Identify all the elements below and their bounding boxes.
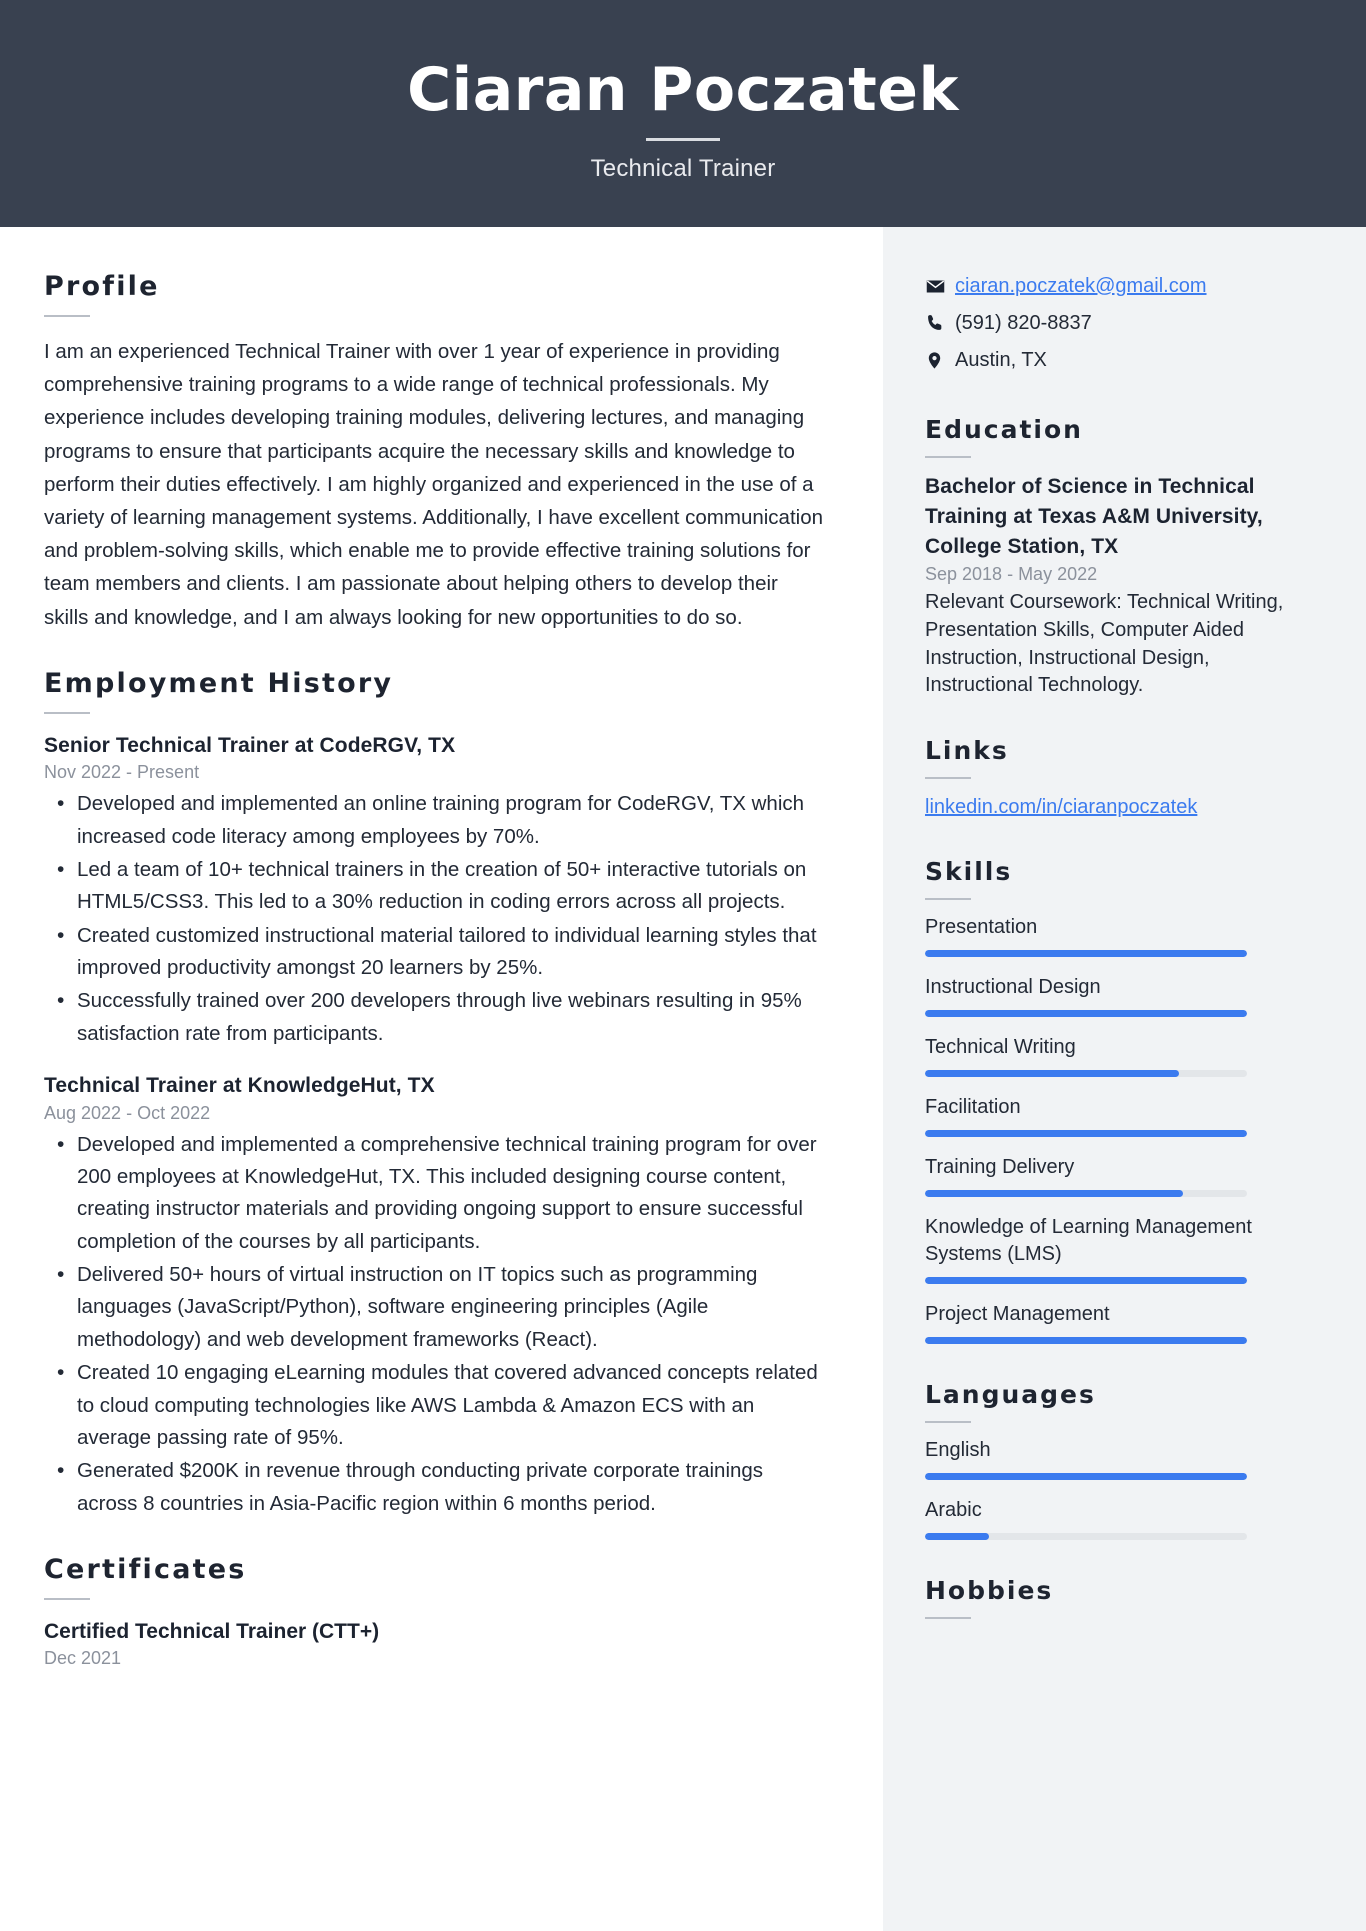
employment-heading-rule — [44, 712, 90, 714]
job-bullet-list — [44, 788, 825, 1050]
job-bullet: • Created customized instructional material tailored to individual learning styles that improved productivity amongst 20 learners by 25%. — [44, 920, 825, 985]
contact-value: (591) 820-8837 — [955, 312, 1092, 334]
job-bullet: • Developed and implemented an online training program for CodeRGV, TX which increased code literacy among employees by 70%. — [44, 788, 825, 853]
education-list — [925, 472, 1316, 700]
skill-item-label: Technical Writing — [925, 1035, 1076, 1058]
job-title: Technical Trainer at KnowledgeHut, TX — [44, 1074, 435, 1098]
certificates-heading-rule — [44, 1598, 90, 1600]
section-certificates — [44, 1554, 825, 1669]
certificate-date: Dec 2021 — [44, 1648, 122, 1669]
skill-item-level-track — [925, 1277, 1247, 1284]
job-bullet-list — [44, 1129, 825, 1521]
profile-heading: Profile — [44, 271, 160, 302]
language-item — [925, 1437, 1316, 1480]
language-item-level-track — [925, 1473, 1247, 1480]
skill-item-level-track — [925, 1337, 1247, 1344]
sidebar-link[interactable]: linkedin.com/in/ciaranpoczatek — [925, 795, 1198, 818]
contact-row — [925, 345, 1316, 375]
job-entry — [44, 732, 825, 1050]
location-pin-icon — [925, 350, 955, 371]
skill-item-label: Training Delivery — [925, 1155, 1075, 1178]
job-title: Senior Technical Trainer at CodeRGV, TX — [44, 733, 456, 757]
employment-jobs-list — [44, 732, 825, 1520]
skill-item — [925, 1154, 1316, 1197]
education-degree: Bachelor of Science in Technical Training at Texas A&M University, College Station, TX — [925, 475, 1263, 558]
certificate-title: Certified Technical Trainer (CTT+) — [44, 1620, 380, 1644]
skill-item-label: Facilitation — [925, 1095, 1021, 1118]
certificate-entry — [44, 1618, 825, 1669]
languages-list — [925, 1437, 1316, 1540]
job-bullet: • Led a team of 10+ technical trainers in the creation of 50+ interactive tutorials on HTML5/CSS3. This led to a 30% reduction in coding errors across all projects. — [44, 854, 825, 919]
education-dates: Sep 2018 - May 2022 — [925, 564, 1098, 585]
phone-icon — [925, 313, 955, 333]
section-languages — [925, 1380, 1316, 1540]
sidebar-column — [883, 227, 1366, 1931]
education-heading: Education — [925, 415, 1083, 444]
contact-value: Austin, TX — [955, 349, 1047, 371]
hobbies-heading-rule — [925, 1617, 971, 1619]
section-hobbies — [925, 1576, 1316, 1619]
section-profile — [44, 271, 825, 634]
job-bullet: • Created 10 engaging eLearning modules that covered advanced concepts related to cloud computing technologies like AWS Lambda & Amazon ECS with an average passing rate of 95%. — [44, 1357, 825, 1454]
skill-item-level-track — [925, 1070, 1247, 1077]
skill-item-label: Instructional Design — [925, 975, 1101, 998]
languages-heading-rule — [925, 1421, 971, 1423]
certificates-heading: Certificates — [44, 1554, 247, 1586]
job-entry — [44, 1072, 825, 1520]
resume-header — [0, 0, 1366, 227]
candidate-job-title: Technical Trainer — [590, 154, 776, 182]
section-employment-history — [44, 668, 825, 1520]
language-item-label: English — [925, 1438, 991, 1461]
job-bullet: • Delivered 50+ hours of virtual instruction on IT topics such as programming languages (JavaScript/Python), software engineering principles (Agile methodology) and web development frameworks (React). — [44, 1259, 825, 1356]
job-bullet: • Generated $200K in revenue through conducting private corporate trainings across 8 countries in Asia-Pacific region within 6 months period. — [44, 1455, 825, 1520]
job-bullet: • Successfully trained over 200 developers through live webinars resulting in 95% satisfaction rate from participants. — [44, 985, 825, 1050]
skill-item-label: Project Management — [925, 1302, 1110, 1325]
language-item-level-fill — [925, 1533, 989, 1540]
education-description: Relevant Coursework: Technical Writing, Presentation Skills, Computer Aided Instruction, Instructional Design, Instructional Technology. — [925, 591, 1284, 697]
skill-item-label: Presentation — [925, 915, 1038, 938]
language-item-label: Arabic — [925, 1498, 982, 1521]
languages-heading: Languages — [925, 1379, 1096, 1409]
education-entry — [925, 472, 1316, 700]
section-links — [925, 736, 1316, 821]
skill-item — [925, 914, 1316, 957]
skill-item-level-fill — [925, 1337, 1247, 1344]
skill-item-label: Knowledge of Learning Management Systems (LMS) — [925, 1215, 1252, 1265]
main-column — [0, 227, 883, 1931]
section-education — [925, 415, 1316, 700]
contact-row — [925, 308, 1316, 338]
skill-item-level-track — [925, 1010, 1247, 1017]
skill-item-level-track — [925, 1190, 1247, 1197]
job-bullet: • Developed and implemented a comprehensive technical training program for over 200 employees at KnowledgeHut, TX. This included designing course content, creating instructor materials and providing ongoing support to ensure successful completion of the courses by all participants. — [44, 1129, 825, 1259]
education-heading-rule — [925, 456, 971, 458]
header-divider — [646, 138, 720, 141]
skill-item — [925, 1214, 1316, 1284]
profile-text: I am an experienced Technical Trainer with over 1 year of experience in providing comprehensive training programs to a wide range of technical professionals. My experience includes developing training modules, delivering lectures, and managing programs to ensure that participants acquire the necessary skills and knowledge to perform their duties effectively. I am highly organized and experienced in the use of a variety of learning management systems. Additionally, I have excellent communication and problem-solving skills, which enable me to provide effective training solutions for team members and clients. I am passionate about helping others to develop their skills and knowledge, and I am always looking for new opportunities to do so. — [44, 340, 824, 629]
skill-item-level-fill — [925, 950, 1247, 957]
job-dates: Aug 2022 - Oct 2022 — [44, 1102, 211, 1123]
certificates-list — [44, 1618, 825, 1669]
skill-item — [925, 1034, 1316, 1077]
section-skills — [925, 857, 1316, 1344]
skill-item-level-fill — [925, 1277, 1247, 1284]
language-item-level-fill — [925, 1473, 1247, 1480]
envelope-icon — [925, 276, 955, 297]
language-item-level-track — [925, 1533, 1247, 1540]
contact-details — [925, 271, 1316, 375]
skill-item-level-track — [925, 1130, 1247, 1137]
skills-list — [925, 914, 1316, 1344]
skill-item — [925, 1094, 1316, 1137]
links-heading: Links — [925, 735, 1009, 765]
skill-item — [925, 974, 1316, 1017]
skill-item-level-fill — [925, 1070, 1179, 1077]
contact-row[interactable] — [925, 271, 1316, 301]
skill-item-level-track — [925, 950, 1247, 957]
employment-heading: Employment History — [44, 667, 394, 699]
language-item — [925, 1497, 1316, 1540]
links-list — [925, 793, 1316, 821]
resume-body — [0, 227, 1366, 1931]
skill-item-level-fill — [925, 1010, 1247, 1017]
skill-item-level-fill — [925, 1190, 1183, 1197]
job-dates: Nov 2022 - Present — [44, 762, 200, 783]
contact-email-link[interactable]: ciaran.poczatek@gmail.com — [955, 275, 1207, 297]
skill-item — [925, 1301, 1316, 1344]
skill-item-level-fill — [925, 1130, 1247, 1137]
skills-heading: Skills — [925, 856, 1013, 886]
profile-heading-rule — [44, 315, 90, 317]
skills-heading-rule — [925, 898, 971, 900]
candidate-name: Ciaran Poczatek — [407, 54, 959, 125]
hobbies-heading: Hobbies — [925, 1575, 1054, 1605]
links-heading-rule — [925, 777, 971, 779]
